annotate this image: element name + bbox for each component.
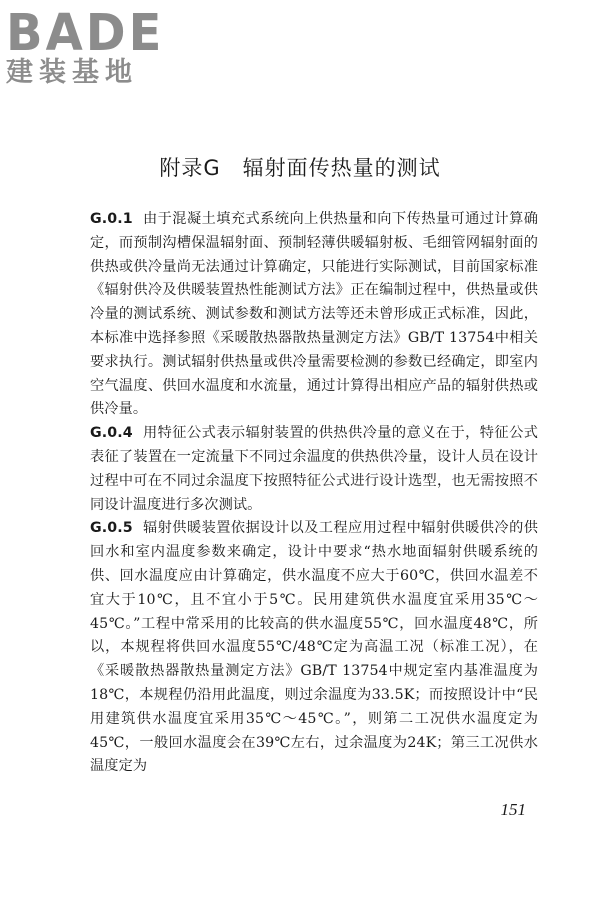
brand-logo bbox=[6, 3, 176, 88]
clause-text: 用特征公式表示辐射装置的供热供冷量的意义在于，特征公式表征了装置在一定流量下不同过余温度的供热供冷量，设计人员在设计过程中可在不同过余温度下按照特征公式进行设计选型，也无需按照不同设计温度进行多次测试。 bbox=[90, 425, 538, 513]
page-title: 附录G 辐射面传热量的测试 bbox=[159, 156, 441, 180]
clause-text: 由于混凝土填充式系统向上供热量和向下传热量可通过计算确定，而预制沟槽保温辐射面、预制轻薄供暖辐射板、毛细管网辐射面的供热或供冷量尚无法通过计算确定，只能进行实际测试，目前国家标准《辐射供冷及供暖装置热性能测试方法》正在编制过程中，供热量或供冷量的测试系统、测试参数和测试方法等还未曾形成正式标准，因此，本标准中选择参照《采暖散热器散热量测定方法》GB/T 13754中相关要求执行。测试辐射供热量或供冷量需要检测的参数已经确定，即室内空气温度、供回水温度和水流量，通过计算得出相应产品的辐射供热或供冷量。 bbox=[90, 211, 538, 418]
page-number: 151 bbox=[500, 800, 526, 819]
clause-number: G.0.1 bbox=[90, 211, 133, 227]
clause-number: G.0.5 bbox=[90, 520, 133, 537]
document-body bbox=[90, 208, 538, 779]
paragraph-g04 bbox=[90, 422, 538, 517]
logo-chinese-text: 建装基地 bbox=[6, 57, 138, 88]
clause-text: 辐射供暖装置依据设计以及工程应用过程中辐射供暖供冷的供回水和室内温度参数来确定，设计中要求“热水地面辐射供暖系统的供、回水温度应由计算确定，供水温度不应大于60℃，供回水温差不宜大于10℃，且不宜小于5℃。民用建筑供水温度宜采用35℃～45℃。”工程中常采用的比较高的供水温度55℃，回水温度48℃，所以，本规程将供回水温度55℃/48℃定为高温工况（标准工况），在《采暖散热器散热量测定方法》GB/T 13754中规定室内基准温度为18℃，本规程仍沿用此温度，则过余温度为33.5K；而按照设计中“民用建筑供水温度宜采用35℃～45℃。”，则第二工况供水温度定为45℃，一般回水温度会在39℃左右，过余温度为24K；第三工况供水温度定为 bbox=[90, 520, 538, 775]
clause-number: G.0.4 bbox=[90, 425, 133, 442]
paragraph-g05 bbox=[90, 517, 538, 779]
logo-brand-text: BADE bbox=[6, 3, 165, 63]
paragraph-g01 bbox=[90, 208, 538, 422]
